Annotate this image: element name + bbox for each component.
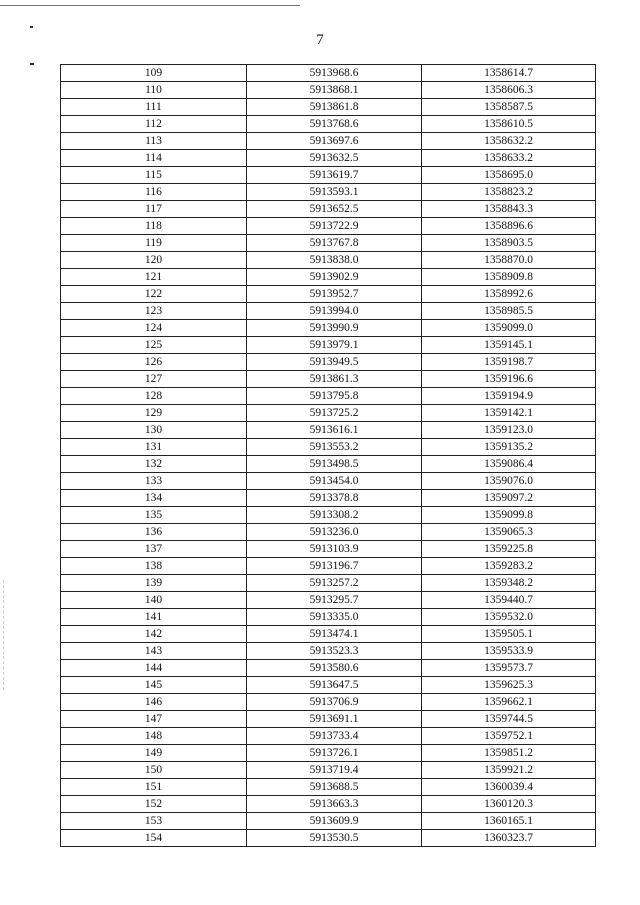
coordinates-table-body xyxy=(61,65,596,847)
point-number-cell: 142 xyxy=(61,626,247,643)
point-number-cell: 144 xyxy=(61,660,247,677)
point-number-cell: 133 xyxy=(61,473,247,490)
point-number-cell: 113 xyxy=(61,133,247,150)
table-row xyxy=(61,82,596,99)
x-coordinate-cell: 5913688.5 xyxy=(247,779,422,796)
point-number-cell: 153 xyxy=(61,813,247,830)
x-coordinate-cell: 5913868.1 xyxy=(247,82,422,99)
y-coordinate-cell: 1358695.0 xyxy=(422,167,596,184)
y-coordinate-cell: 1359123.0 xyxy=(422,422,596,439)
table-row xyxy=(61,660,596,677)
scan-mark xyxy=(30,26,33,28)
point-number-cell: 151 xyxy=(61,779,247,796)
point-number-cell: 130 xyxy=(61,422,247,439)
y-coordinate-cell: 1358909.8 xyxy=(422,269,596,286)
table-row xyxy=(61,592,596,609)
x-coordinate-cell: 5913378.8 xyxy=(247,490,422,507)
x-coordinate-cell: 5913725.2 xyxy=(247,405,422,422)
x-coordinate-cell: 5913619.7 xyxy=(247,167,422,184)
y-coordinate-cell: 1359921.2 xyxy=(422,762,596,779)
x-coordinate-cell: 5913632.5 xyxy=(247,150,422,167)
x-coordinate-cell: 5913768.6 xyxy=(247,116,422,133)
table-row xyxy=(61,643,596,660)
point-number-cell: 126 xyxy=(61,354,247,371)
point-number-cell: 147 xyxy=(61,711,247,728)
y-coordinate-cell: 1358614.7 xyxy=(422,65,596,82)
table-row xyxy=(61,524,596,541)
x-coordinate-cell: 5913530.5 xyxy=(247,830,422,847)
table-row xyxy=(61,269,596,286)
x-coordinate-cell: 5913861.3 xyxy=(247,371,422,388)
y-coordinate-cell: 1358903.5 xyxy=(422,235,596,252)
x-coordinate-cell: 5913719.4 xyxy=(247,762,422,779)
y-coordinate-cell: 1359142.1 xyxy=(422,405,596,422)
x-coordinate-cell: 5913609.9 xyxy=(247,813,422,830)
x-coordinate-cell: 5913236.0 xyxy=(247,524,422,541)
point-number-cell: 148 xyxy=(61,728,247,745)
y-coordinate-cell: 1358633.2 xyxy=(422,150,596,167)
point-number-cell: 112 xyxy=(61,116,247,133)
x-coordinate-cell: 5913952.7 xyxy=(247,286,422,303)
x-coordinate-cell: 5913593.1 xyxy=(247,184,422,201)
y-coordinate-cell: 1359194.9 xyxy=(422,388,596,405)
table-row xyxy=(61,184,596,201)
point-number-cell: 131 xyxy=(61,439,247,456)
point-number-cell: 119 xyxy=(61,235,247,252)
table-row xyxy=(61,235,596,252)
point-number-cell: 125 xyxy=(61,337,247,354)
y-coordinate-cell: 1359145.1 xyxy=(422,337,596,354)
x-coordinate-cell: 5913647.5 xyxy=(247,677,422,694)
point-number-cell: 135 xyxy=(61,507,247,524)
scan-mark xyxy=(30,63,34,65)
x-coordinate-cell: 5913722.9 xyxy=(247,218,422,235)
table-row xyxy=(61,473,596,490)
point-number-cell: 120 xyxy=(61,252,247,269)
table-row xyxy=(61,133,596,150)
y-coordinate-cell: 1359099.8 xyxy=(422,507,596,524)
table-row xyxy=(61,405,596,422)
x-coordinate-cell: 5913691.1 xyxy=(247,711,422,728)
y-coordinate-cell: 1358992.6 xyxy=(422,286,596,303)
y-coordinate-cell: 1360165.1 xyxy=(422,813,596,830)
table-row xyxy=(61,320,596,337)
x-coordinate-cell: 5913733.4 xyxy=(247,728,422,745)
y-coordinate-cell: 1359505.1 xyxy=(422,626,596,643)
point-number-cell: 123 xyxy=(61,303,247,320)
scan-top-rule xyxy=(0,5,300,6)
x-coordinate-cell: 5913861.8 xyxy=(247,99,422,116)
table-row xyxy=(61,779,596,796)
y-coordinate-cell: 1359283.2 xyxy=(422,558,596,575)
y-coordinate-cell: 1359440.7 xyxy=(422,592,596,609)
y-coordinate-cell: 1358823.2 xyxy=(422,184,596,201)
y-coordinate-cell: 1359851.2 xyxy=(422,745,596,762)
table-row xyxy=(61,796,596,813)
point-number-cell: 109 xyxy=(61,65,247,82)
table-row xyxy=(61,762,596,779)
point-number-cell: 128 xyxy=(61,388,247,405)
x-coordinate-cell: 5913308.2 xyxy=(247,507,422,524)
point-number-cell: 122 xyxy=(61,286,247,303)
table-row xyxy=(61,575,596,592)
point-number-cell: 116 xyxy=(61,184,247,201)
table-row xyxy=(61,65,596,82)
y-coordinate-cell: 1358870.0 xyxy=(422,252,596,269)
point-number-cell: 132 xyxy=(61,456,247,473)
point-number-cell: 129 xyxy=(61,405,247,422)
y-coordinate-cell: 1359196.6 xyxy=(422,371,596,388)
table-row xyxy=(61,728,596,745)
x-coordinate-cell: 5913697.6 xyxy=(247,133,422,150)
table-row xyxy=(61,507,596,524)
y-coordinate-cell: 1359198.7 xyxy=(422,354,596,371)
point-number-cell: 149 xyxy=(61,745,247,762)
point-number-cell: 121 xyxy=(61,269,247,286)
table-row xyxy=(61,745,596,762)
y-coordinate-cell: 1359533.9 xyxy=(422,643,596,660)
table-row xyxy=(61,388,596,405)
point-number-cell: 118 xyxy=(61,218,247,235)
point-number-cell: 138 xyxy=(61,558,247,575)
table-row xyxy=(61,354,596,371)
x-coordinate-cell: 5913335.0 xyxy=(247,609,422,626)
table-row xyxy=(61,150,596,167)
x-coordinate-cell: 5913838.0 xyxy=(247,252,422,269)
x-coordinate-cell: 5913652.5 xyxy=(247,201,422,218)
page-number: 7 xyxy=(316,32,324,48)
x-coordinate-cell: 5913454.0 xyxy=(247,473,422,490)
point-number-cell: 117 xyxy=(61,201,247,218)
table-row xyxy=(61,439,596,456)
point-number-cell: 136 xyxy=(61,524,247,541)
y-coordinate-cell: 1359532.0 xyxy=(422,609,596,626)
y-coordinate-cell: 1360120.3 xyxy=(422,796,596,813)
y-coordinate-cell: 1358606.3 xyxy=(422,82,596,99)
y-coordinate-cell: 1359086.4 xyxy=(422,456,596,473)
x-coordinate-cell: 5913498.5 xyxy=(247,456,422,473)
y-coordinate-cell: 1358587.5 xyxy=(422,99,596,116)
point-number-cell: 137 xyxy=(61,541,247,558)
x-coordinate-cell: 5913994.0 xyxy=(247,303,422,320)
table-row xyxy=(61,371,596,388)
x-coordinate-cell: 5913706.9 xyxy=(247,694,422,711)
x-coordinate-cell: 5913474.1 xyxy=(247,626,422,643)
table-row xyxy=(61,711,596,728)
x-coordinate-cell: 5913902.9 xyxy=(247,269,422,286)
point-number-cell: 110 xyxy=(61,82,247,99)
table-row xyxy=(61,830,596,847)
table-row xyxy=(61,456,596,473)
y-coordinate-cell: 1359076.0 xyxy=(422,473,596,490)
x-coordinate-cell: 5913795.8 xyxy=(247,388,422,405)
table-row xyxy=(61,541,596,558)
x-coordinate-cell: 5913103.9 xyxy=(247,541,422,558)
coordinates-table xyxy=(60,64,596,847)
y-coordinate-cell: 1358632.2 xyxy=(422,133,596,150)
table-row xyxy=(61,813,596,830)
y-coordinate-cell: 1359225.8 xyxy=(422,541,596,558)
point-number-cell: 143 xyxy=(61,643,247,660)
table-row xyxy=(61,201,596,218)
scan-edge-artifact xyxy=(3,580,4,690)
point-number-cell: 154 xyxy=(61,830,247,847)
x-coordinate-cell: 5913979.1 xyxy=(247,337,422,354)
y-coordinate-cell: 1359662.1 xyxy=(422,694,596,711)
y-coordinate-cell: 1359097.2 xyxy=(422,490,596,507)
x-coordinate-cell: 5913553.2 xyxy=(247,439,422,456)
x-coordinate-cell: 5913726.1 xyxy=(247,745,422,762)
y-coordinate-cell: 1359099.0 xyxy=(422,320,596,337)
x-coordinate-cell: 5913663.3 xyxy=(247,796,422,813)
point-number-cell: 111 xyxy=(61,99,247,116)
table-row xyxy=(61,490,596,507)
y-coordinate-cell: 1358843.3 xyxy=(422,201,596,218)
y-coordinate-cell: 1359573.7 xyxy=(422,660,596,677)
x-coordinate-cell: 5913257.2 xyxy=(247,575,422,592)
x-coordinate-cell: 5913968.6 xyxy=(247,65,422,82)
x-coordinate-cell: 5913767.8 xyxy=(247,235,422,252)
y-coordinate-cell: 1359625.3 xyxy=(422,677,596,694)
table-row xyxy=(61,626,596,643)
table-row xyxy=(61,337,596,354)
table-row xyxy=(61,677,596,694)
x-coordinate-cell: 5913949.5 xyxy=(247,354,422,371)
y-coordinate-cell: 1359348.2 xyxy=(422,575,596,592)
x-coordinate-cell: 5913295.7 xyxy=(247,592,422,609)
point-number-cell: 139 xyxy=(61,575,247,592)
point-number-cell: 114 xyxy=(61,150,247,167)
x-coordinate-cell: 5913523.3 xyxy=(247,643,422,660)
y-coordinate-cell: 1359065.3 xyxy=(422,524,596,541)
table-row xyxy=(61,303,596,320)
table-row xyxy=(61,558,596,575)
point-number-cell: 152 xyxy=(61,796,247,813)
y-coordinate-cell: 1359744.5 xyxy=(422,711,596,728)
table-row xyxy=(61,422,596,439)
table-row xyxy=(61,694,596,711)
y-coordinate-cell: 1358610.5 xyxy=(422,116,596,133)
table-row xyxy=(61,218,596,235)
table-row xyxy=(61,99,596,116)
y-coordinate-cell: 1359135.2 xyxy=(422,439,596,456)
table-row xyxy=(61,286,596,303)
point-number-cell: 115 xyxy=(61,167,247,184)
x-coordinate-cell: 5913616.1 xyxy=(247,422,422,439)
point-number-cell: 140 xyxy=(61,592,247,609)
y-coordinate-cell: 1358896.6 xyxy=(422,218,596,235)
table-row xyxy=(61,609,596,626)
point-number-cell: 145 xyxy=(61,677,247,694)
point-number-cell: 134 xyxy=(61,490,247,507)
x-coordinate-cell: 5913990.9 xyxy=(247,320,422,337)
x-coordinate-cell: 5913196.7 xyxy=(247,558,422,575)
table-row xyxy=(61,116,596,133)
y-coordinate-cell: 1359752.1 xyxy=(422,728,596,745)
point-number-cell: 146 xyxy=(61,694,247,711)
table-row xyxy=(61,252,596,269)
x-coordinate-cell: 5913580.6 xyxy=(247,660,422,677)
point-number-cell: 141 xyxy=(61,609,247,626)
point-number-cell: 124 xyxy=(61,320,247,337)
point-number-cell: 127 xyxy=(61,371,247,388)
point-number-cell: 150 xyxy=(61,762,247,779)
y-coordinate-cell: 1360039.4 xyxy=(422,779,596,796)
table-row xyxy=(61,167,596,184)
y-coordinate-cell: 1358985.5 xyxy=(422,303,596,320)
y-coordinate-cell: 1360323.7 xyxy=(422,830,596,847)
